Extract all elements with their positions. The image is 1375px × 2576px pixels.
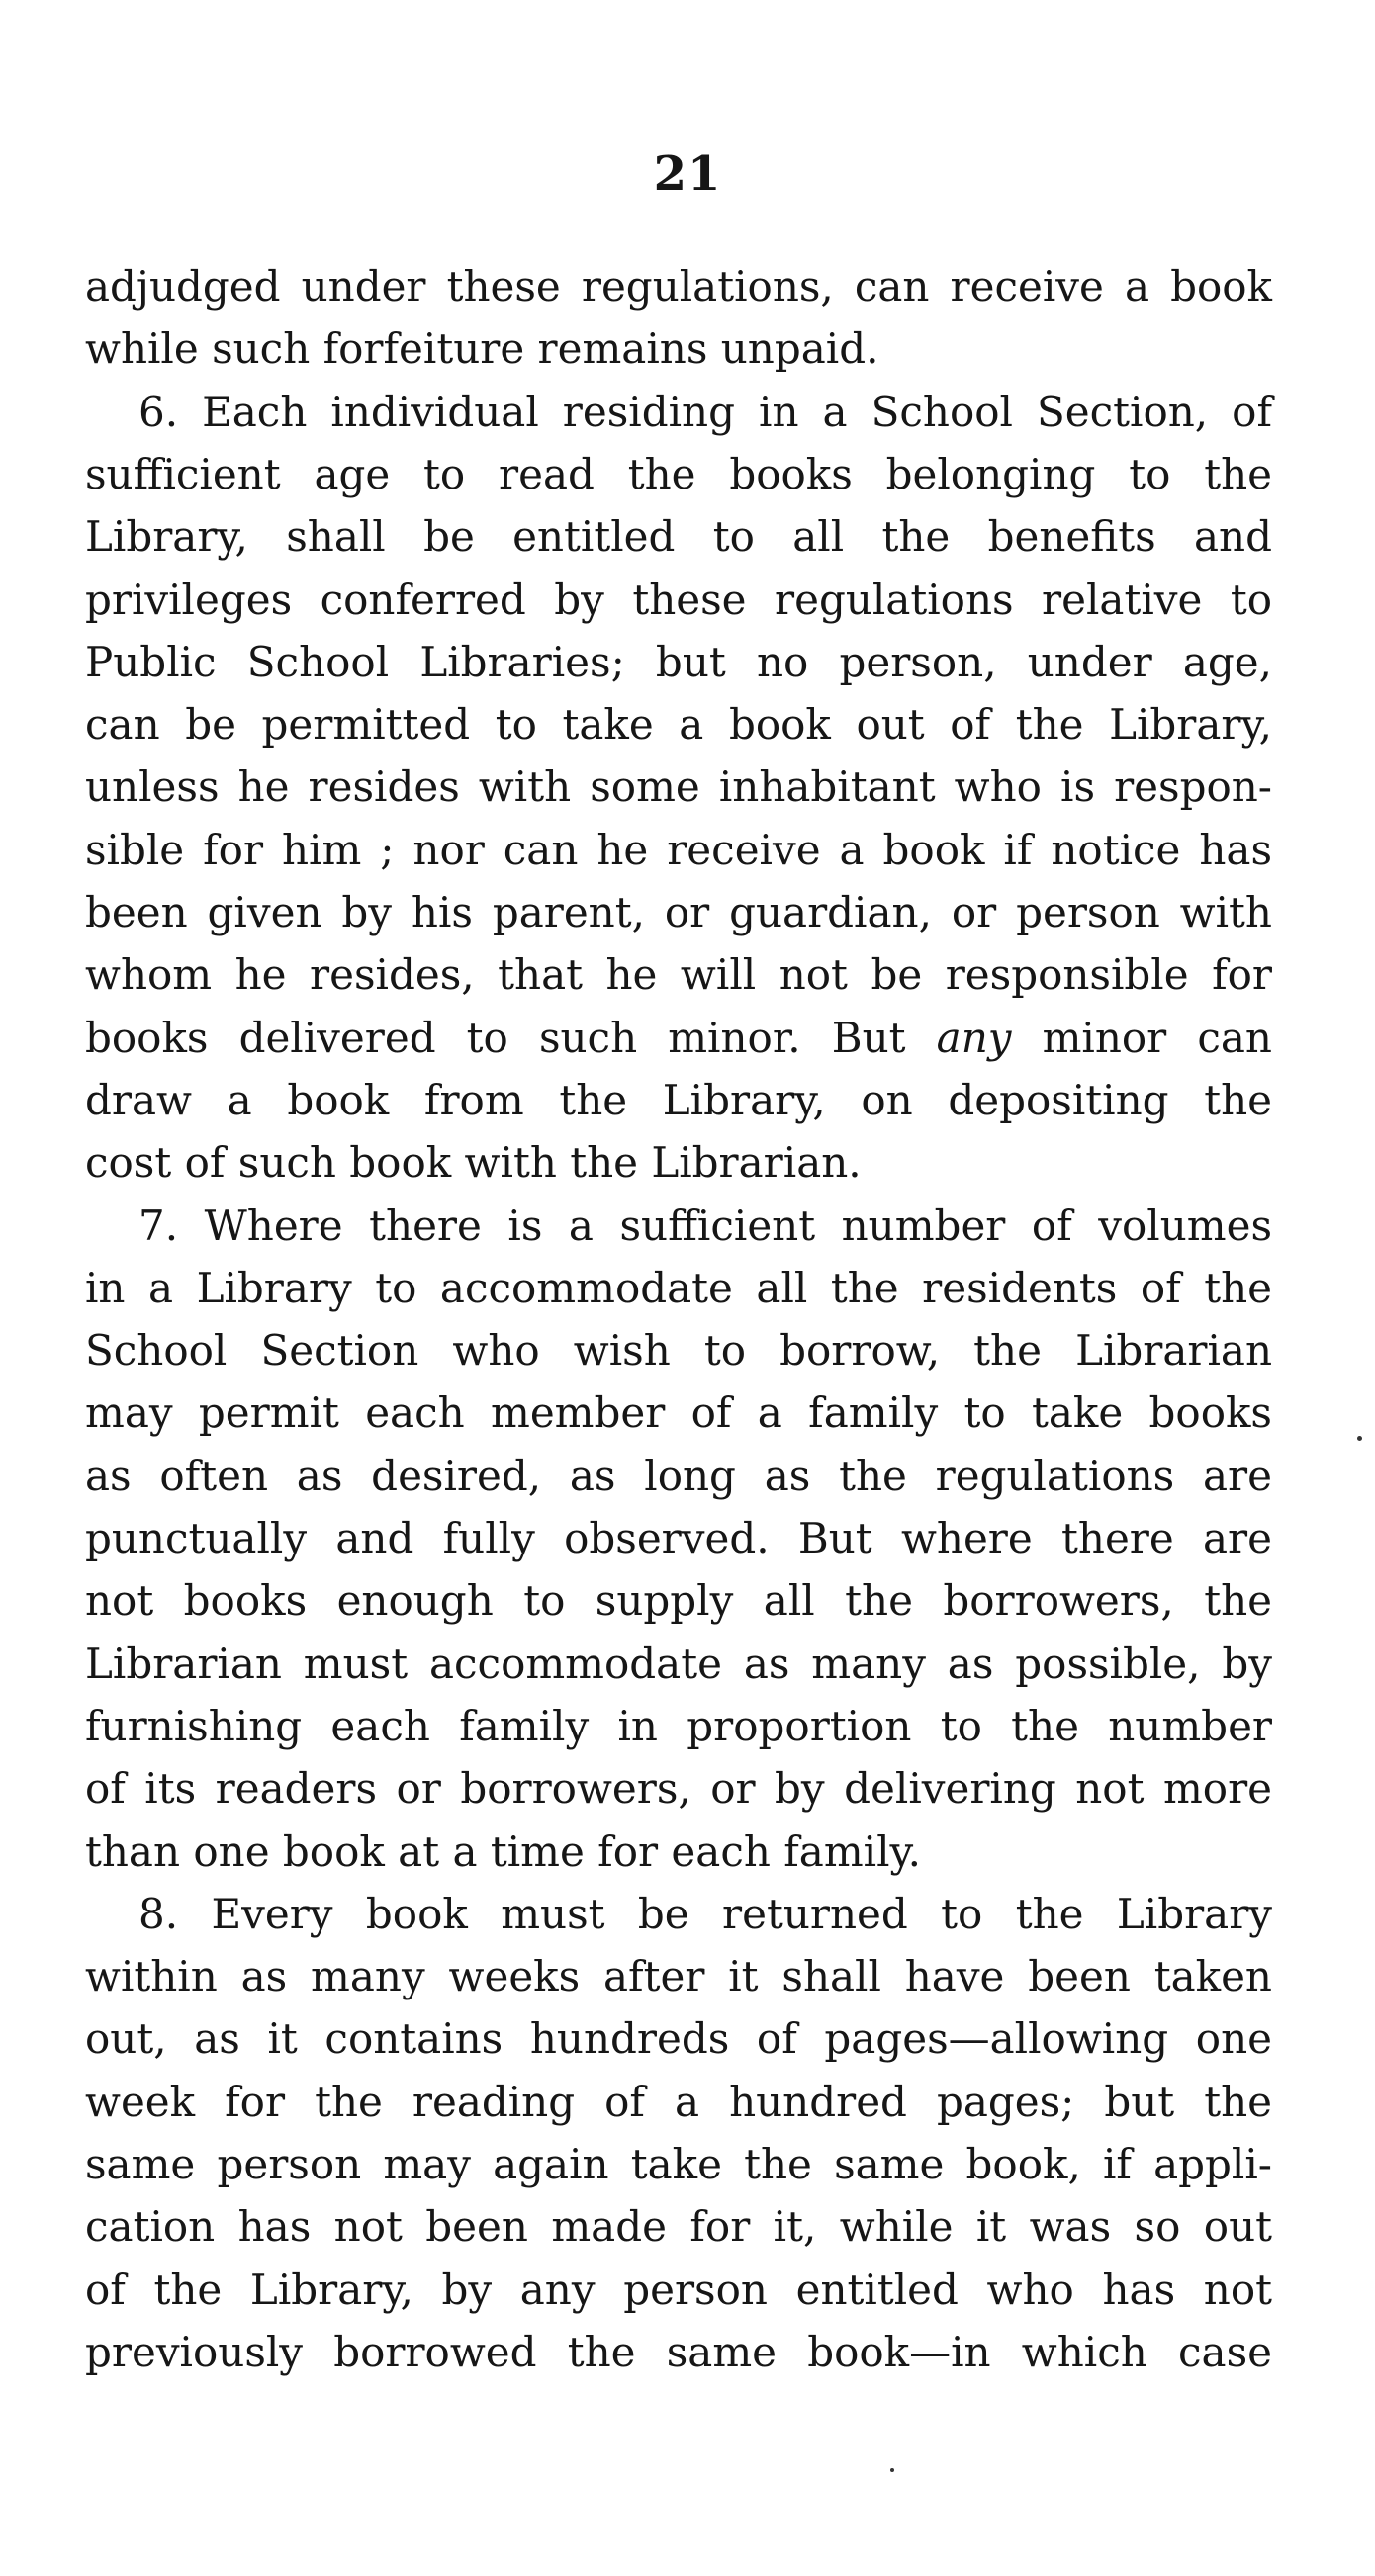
text-line: punctually and fully observed. But where there are xyxy=(85,1514,1272,1562)
text-line: while such forfeiture remains unpaid. xyxy=(85,324,879,374)
text-line: privileges conferred by these regulations relative to xyxy=(85,575,1272,624)
text-line: previously borrowed the same book—in which case xyxy=(85,2327,1272,2376)
text-line: Public School Libraries; but no person, under age, xyxy=(85,637,1272,686)
paper-speck xyxy=(890,2468,894,2472)
text-line: can be permitted to take a book out of the Library, xyxy=(85,700,1272,750)
text-line: School Section who wish to borrow, the Librarian xyxy=(85,1326,1272,1376)
text-line: sufficient age to read the books belonging to the xyxy=(85,449,1272,498)
text-line: same person may again take the same book, if appli- xyxy=(85,2140,1272,2188)
text-line: within as many weeks after it shall have been taken xyxy=(85,1952,1272,2001)
text-line: sible for him ; nor can he receive a book if notice has xyxy=(85,825,1272,874)
text-line: been given by his parent, or guardian, or person with xyxy=(85,888,1272,936)
text-line: draw a book from the Library, on depositing the xyxy=(85,1075,1272,1124)
text-line: adjudged under these regulations, can receive a book xyxy=(85,262,1272,311)
text-line: whom he resides, that he will not be responsible for xyxy=(85,950,1272,1000)
text-line: not books enough to supply all the borrowers, the xyxy=(85,1576,1272,1626)
text-line: cost of such book with the Librarian. xyxy=(85,1138,862,1188)
text-line: than one book at a time for each family. xyxy=(85,1826,922,1876)
paper-speck xyxy=(1357,1436,1362,1441)
emphasis: any xyxy=(936,1013,1012,1062)
text-line: may permit each member of a family to take books xyxy=(85,1388,1272,1438)
text-line: Librarian must accommodate as many as possible, by xyxy=(85,1639,1272,1688)
text-line: week for the reading of a hundred pages; but the xyxy=(85,2077,1272,2126)
text-line: as often as desired, as long as the regulations are xyxy=(85,1451,1272,1500)
text-line: cation has not been made for it, while it was so out xyxy=(85,2202,1272,2252)
text-line: of its readers or borrowers, or by delivering not more xyxy=(85,1764,1272,1814)
page-number: 21 xyxy=(653,146,722,202)
text-line: 7. Where there is a sufficient number of volumes xyxy=(138,1200,1272,1250)
text-line: in a Library to accommodate all the residents of the xyxy=(85,1263,1272,1312)
text-line: of the Library, by any person entitled who has not xyxy=(85,2265,1272,2314)
text-line: 6. Each individual residing in a School Section, of xyxy=(138,387,1272,436)
text-line: out, as it contains hundreds of pages—allowing one xyxy=(85,2014,1272,2064)
text-line: books delivered to such minor. But any minor can xyxy=(85,1013,1272,1062)
text-line: furnishing each family in proportion to the number xyxy=(85,1701,1272,1750)
text-line: Library, shall be entitled to all the benefits and xyxy=(85,512,1272,562)
text-line: unless he resides with some inhabitant who is respon- xyxy=(85,762,1272,812)
text-line: 8. Every book must be returned to the Library xyxy=(138,1889,1272,1938)
